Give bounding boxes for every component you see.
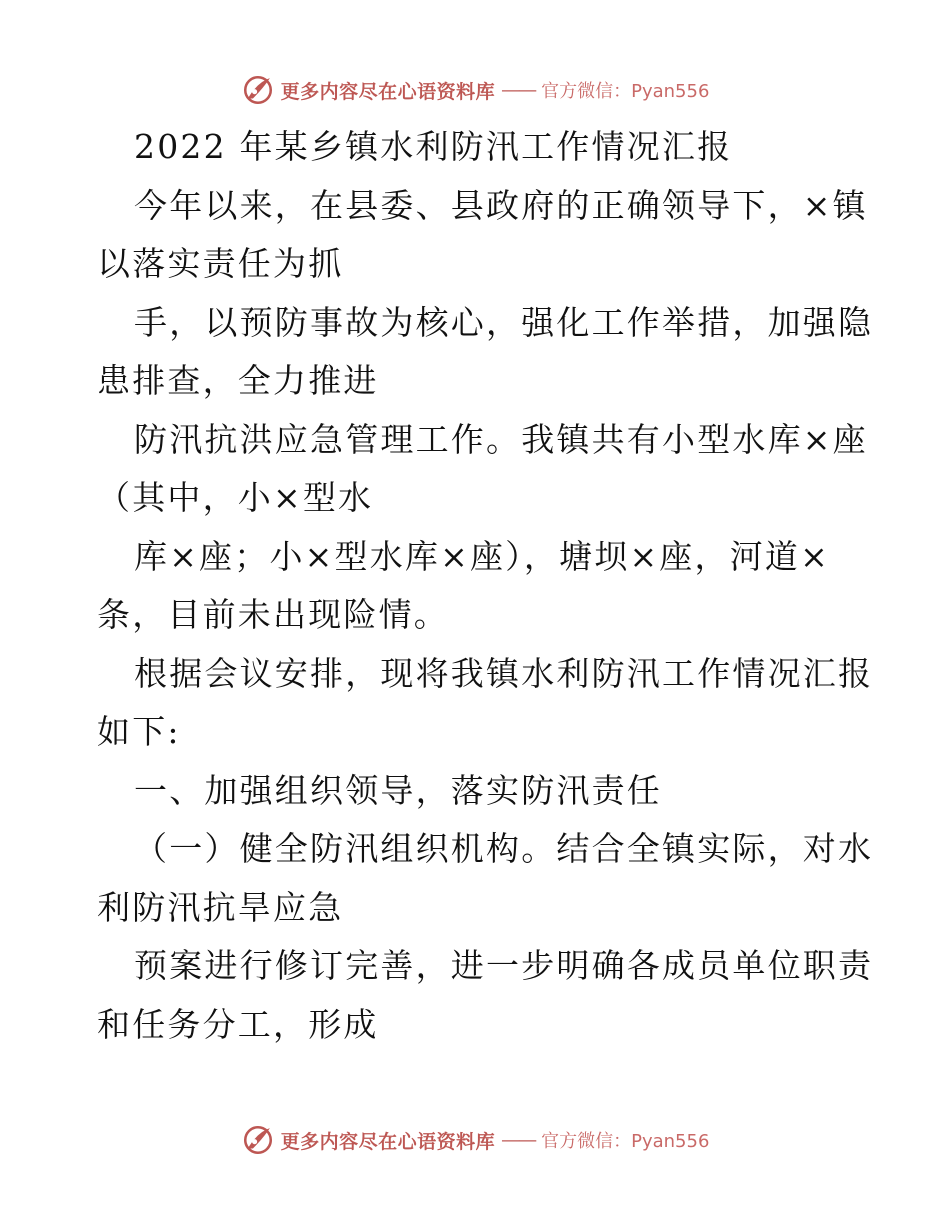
text-line: （其中，小×型水 <box>97 478 374 517</box>
banner-separator: —— <box>501 1129 536 1151</box>
text-line: 利防汛抗旱应急 <box>97 887 344 927</box>
text-line: 2022 年某乡镇水利防汛工作情况汇报 <box>134 127 733 166</box>
banner-separator: —— <box>501 79 536 101</box>
text-line: 以落实责任为抓 <box>97 244 344 283</box>
footer-banner[interactable] <box>0 1120 950 1160</box>
text-line: 如下: <box>97 712 181 751</box>
text-line: （一）健全防汛组织机构。结合全镇实际，对水 <box>134 829 874 868</box>
text-line: 条，目前未出现险情。 <box>97 595 449 634</box>
text-line: 一、加强组织领导，落实防汛责任 <box>134 770 662 810</box>
text-line: 患排查，全力推进 <box>97 361 379 400</box>
banner-wechat-text: 官方微信：Pyan556 <box>541 81 710 102</box>
text-line: 预案进行修订完善，进一步明确各成员单位职责 <box>134 946 874 985</box>
text-line: 根据会议安排，现将我镇水利防汛工作情况汇报 <box>134 653 874 693</box>
text-line: 库×座；小×型水库×座），塘坝×座，河道× <box>134 536 830 576</box>
text-line: 防汛抗洪应急管理工作。我镇共有小型水库×座 <box>134 419 868 459</box>
banner-brand-text: 更多内容尽在心语资料库 <box>280 1130 496 1153</box>
header-banner[interactable] <box>0 70 950 110</box>
text-line: 和任务分工，形成 <box>97 1004 379 1044</box>
banner-brand-text: 更多内容尽在心语资料库 <box>280 80 496 103</box>
pen-logo-icon <box>241 73 275 107</box>
document-body <box>97 118 874 1054</box>
banner-wechat-text: 官方微信：Pyan556 <box>541 1131 710 1152</box>
pen-logo-icon <box>241 1123 275 1157</box>
text-line: 手，以预防事故为核心，强化工作举措，加强隐 <box>134 302 874 342</box>
text-line: 今年以来，在县委、县政府的正确领导下，×镇 <box>134 185 868 225</box>
